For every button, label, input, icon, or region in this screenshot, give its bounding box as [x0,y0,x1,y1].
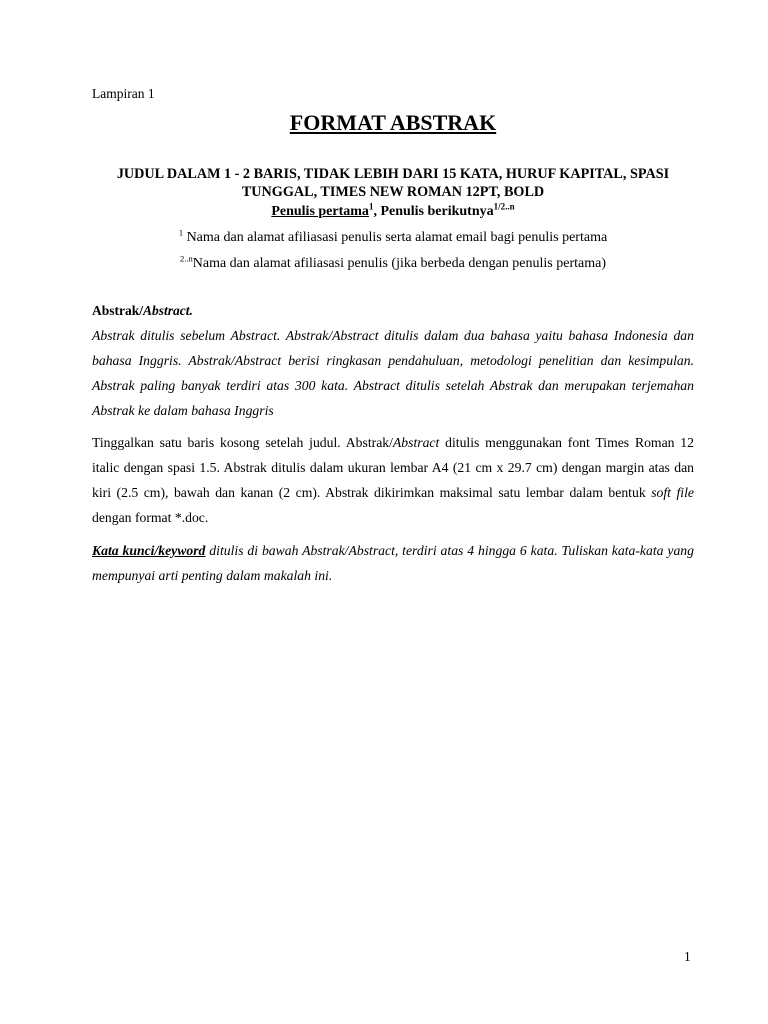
first-author: Penulis pertama [271,204,369,219]
paper-title-line-1: JUDUL DALAM 1 - 2 BARIS, TIDAK LEBIH DARI 15 KATA, HURUF KAPITAL, SPASI [116,166,670,182]
keywords-text: ditulis di bawah Abstrak/Abstract, terdiri atas 4 hingga 6 kata. Tuliskan kata-kata yang mempunyai arti penting dalam makalah ini. [92,543,694,583]
page-number: 1 [684,949,691,964]
affiliation-2-text: Nama dan alamat afiliasasi penulis (jika berbeda dengan penulis pertama) [192,256,606,271]
first-author-superscript: 1 [368,201,374,212]
keywords-label: Kata kunci/keyword [92,543,206,558]
other-authors: Penulis berikutnya [380,204,494,219]
paragraph-2-part-1: Tinggalkan satu baris kosong setelah judul. Abstrak/ [92,435,393,450]
affiliation-2 [92,253,694,272]
affiliation-1 [92,227,694,246]
attachment-label: Lampiran 1 [92,86,155,101]
author-line [92,201,694,220]
affiliation-1-superscript: 1 [178,227,184,238]
paper-title-line-2: TUNGGAL, TIMES NEW ROMAN 12PT, BOLD [241,183,545,200]
abstract-paragraph-1: Abstrak ditulis sebelum Abstract. Abstrak/Abstract ditulis dalam dua bahasa yaitu bahasa Indonesia dan bahasa Inggris. Abstrak/Abstract berisi ringkasan pendahuluan, metodologi penelitian dan kesimpulan. Abstrak paling banyak terdiri atas 300 kata. Abstract ditulis setelah Abstrak dan merupakan terjemahan Abstrak ke dalam bahasa Inggris [92,328,694,418]
keywords-paragraph [92,538,694,588]
author-separator: , [373,204,381,219]
abstract-heading-plain: Abstrak/ [92,303,144,318]
paper-title-block [92,166,694,201]
paragraph-2-soft-file-italic: soft file [651,485,694,500]
abstract-heading [92,303,193,319]
affiliation-1-text: Nama dan alamat afiliasasi penulis serta alamat email bagi penulis pertama [183,230,608,245]
paragraph-2-abstract-italic: Abstract [392,435,440,450]
affiliation-2-superscript: 2..n [180,253,193,264]
abstract-heading-italic: Abstract. [143,303,193,318]
abstract-paragraph-2 [92,430,694,530]
other-authors-superscript: 1/2..n [493,201,515,212]
paragraph-2-part-5: dengan format *.doc. [92,510,209,525]
document-title: FORMAT ABSTRAK [289,110,497,135]
paragraph-2-part-3: ditulis menggunakan font Times Roman 12 italic dengan spasi 1.5. Abstrak ditulis dalam ukuran lembar A4 (21 cm x 29.7 cm) dengan margin atas dan kiri (2.5 cm), bawah dan kanan (2 cm). Abstrak dikirimkan maksimal satu lembar dalam bentuk [92,435,694,500]
